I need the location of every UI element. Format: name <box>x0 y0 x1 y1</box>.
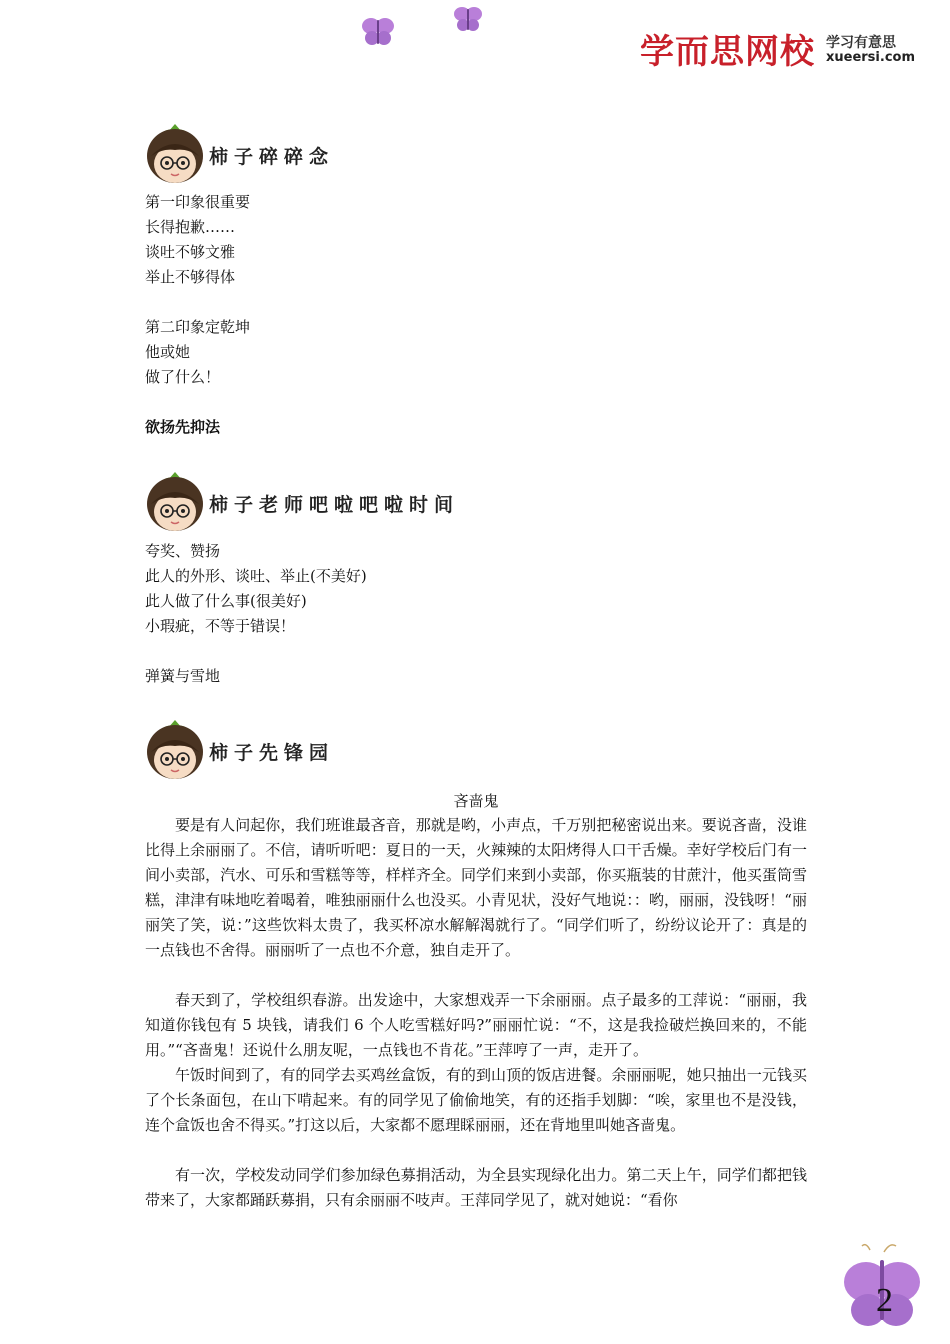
page-number-badge <box>840 1242 924 1332</box>
text-line: 他或她 <box>145 343 191 361</box>
section-header <box>143 718 503 782</box>
brand-logo <box>640 22 930 70</box>
butterfly-icon <box>452 4 484 34</box>
story-paragraph: 有一次，学校发动同学们参加绿色募捐活动，为全县实现绿化出力。第二天上午，同学们都把钱带来了，大家都踊跃募捐，只有余丽丽不吱声。王萍同学见了，就对她说：“看你 <box>145 1166 807 1209</box>
section-header <box>143 122 503 186</box>
text-line: 举止不够得体 <box>145 268 236 286</box>
story-title: 吝啬鬼 <box>453 792 499 810</box>
brand-url: xueersi.com <box>826 50 916 65</box>
text-line: 第二印象定乾坤 <box>145 318 251 336</box>
section-header <box>143 470 503 534</box>
text-line: 夸奖、赞扬 <box>145 542 221 560</box>
text-line: 长得抱歉…… <box>145 218 236 236</box>
persimmon-girl-avatar <box>143 122 207 186</box>
brand-name: 学而思网校 <box>640 32 815 72</box>
persimmon-girl-avatar <box>143 718 207 782</box>
story-paragraph: 午饭时间到了，有的同学去买鸡丝盒饭，有的到山顶的饭店进餐。余丽丽呢，她只抽出一元钱买了个长条面包，在山下啃起来。有的同学见了偷偷地笑，有的还指手划脚：“唉，家里也不是没钱，连个盒饭也舍不得买。”打这以后，大家都不愿理睬丽丽，还在背地里叫她吝啬鬼。 <box>145 1066 807 1134</box>
method-heading: 欲扬先抑法 <box>145 418 221 436</box>
text-line: 此人做了什么事(很美好) <box>145 592 307 610</box>
butterfly-icon <box>360 14 396 48</box>
text-line: 此人的外形、谈吐、举止(不美好) <box>145 567 367 585</box>
section-title: 柿子碎碎念 <box>209 146 335 168</box>
brand-slogan: 学习有意思 <box>826 35 896 51</box>
text-line: 第一印象很重要 <box>145 193 251 211</box>
persimmon-girl-avatar <box>143 470 207 534</box>
section-title: 柿子老师吧啦吧啦时间 <box>209 494 460 516</box>
section-title: 柿子先锋园 <box>209 742 335 764</box>
text-line: 弹簧与雪地 <box>145 667 221 685</box>
page-number: 2 <box>876 1282 893 1319</box>
text-line: 小瑕疵，不等于错误！ <box>145 617 296 635</box>
story-paragraph: 要是有人问起你，我们班谁最吝音，那就是哟，小声点，千万别把秘密说出来。要说吝啬，没谁比得上余丽丽了。不信，请听听吧：夏日的一天，火辣辣的太阳烤得人口干舌燥。幸好学校后门有一间小卖部，汽水、可乐和雪糕等等，样样齐全。同学们来到小卖部，你买瓶装的甘蔗汁，他买蛋筒雪糕，津津有味地吃着喝着，唯独丽丽什么也没买。小青见状，没好气地说：：哟，丽丽，没钱呀！“丽丽笑了笑，说：”这些饮料太贵了，我买杯凉水解解渴就行了。“同学们听了，纷纷议论开了：真是的一点钱也不舍得。丽丽听了一点也不介意，独自走开了。 <box>145 816 807 959</box>
story-paragraph: 春天到了，学校组织春游。出发途中，大家想戏弄一下余丽丽。点子最多的工萍说：“丽丽，我知道你钱包有 5 块钱，请我们 6 个人吃雪糕好吗?”丽丽忙说：“不，这是我捡破烂换回来的，不能用。”“吝啬鬼！还说什么朋友呢，一点钱也不肯花。”王萍哼了一声，走开了。 <box>145 991 807 1059</box>
text-line: 做了什么！ <box>145 368 221 386</box>
text-line: 谈吐不够文雅 <box>145 243 236 261</box>
